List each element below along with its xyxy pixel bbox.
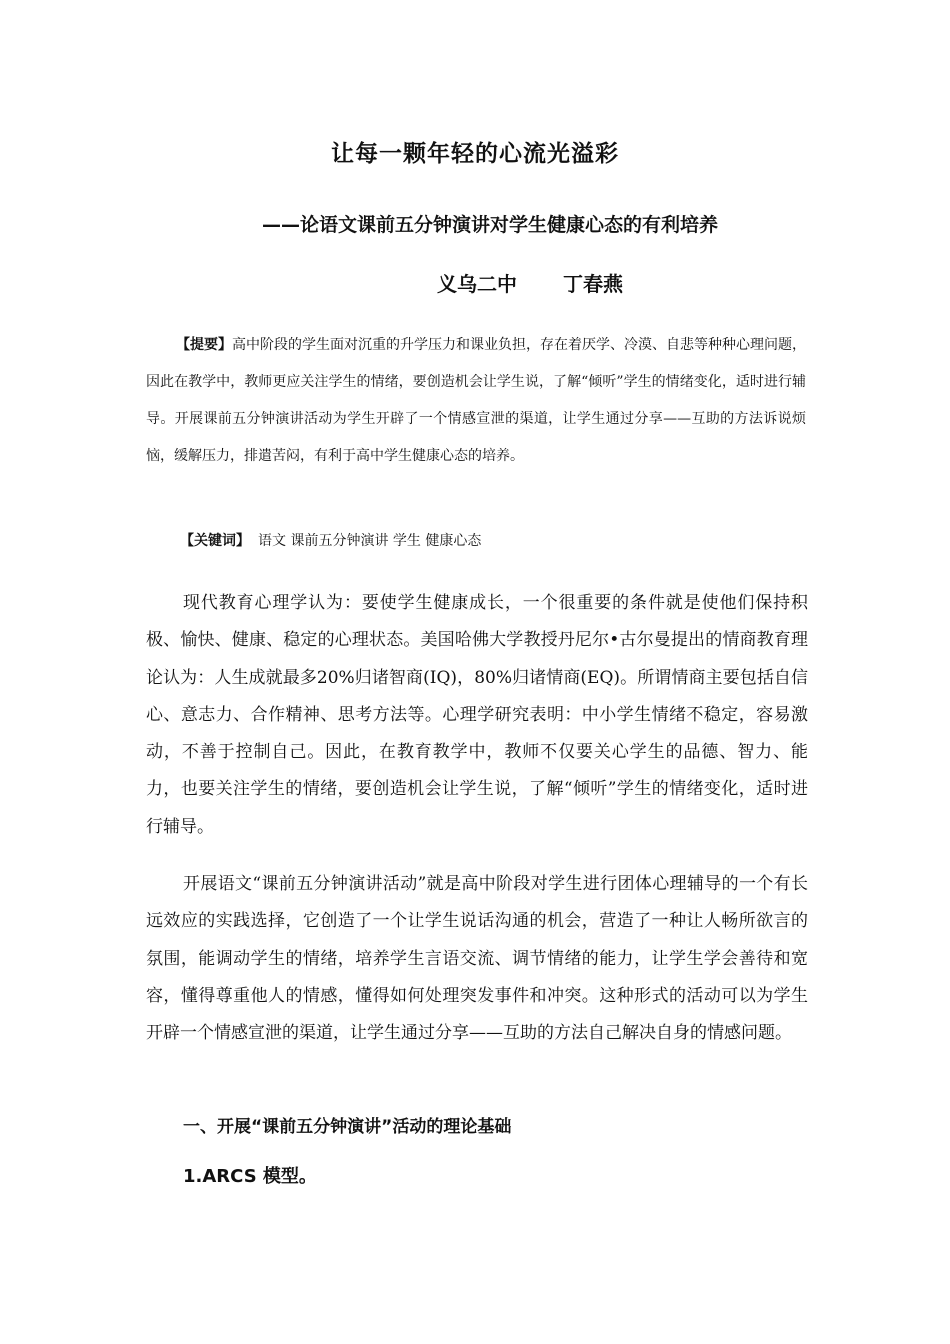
section-heading: 一、开展“课前五分钟演讲”活动的理论基础 [183, 1117, 512, 1137]
body-paragraph: 现代教育心理学认为：要使学生健康成长，一个很重要的条件就是使他们保持积极、愉快、健康、稳定的心理状态。美国哈佛大学教授丹尼尔•古尔曼提出的情商教育理论认为：人生成就最多20%归诸智商(IQ)，80%归诸情商(EQ)。所谓情商主要包括自信心、意志力、合作精神、思考方法等。心理学研究表明：中小学生情绪不稳定，容易激动，不善于控制自己。因此，在教育教学中，教师不仅要关心学生的品德、智力、能力，也要关注学生的情绪，要创造机会让学生说，了解“倾听”学生的情绪变化，适时进行辅导。 [146, 593, 808, 837]
document-title: 让每一颗年轻的心流光溢彩 [331, 141, 619, 167]
abstract-label: 【提要】 [176, 337, 232, 353]
author-line [437, 268, 623, 297]
abstract-text: 高中阶段的学生面对沉重的升学压力和课业负担，存在着厌学、冷漠、自悲等种种心理问题，因此在教学中，教师更应关注学生的情绪，要创造机会让学生说，了解“倾听”学生的情绪变化，适时进行辅导。开展课前五分钟演讲活动为学生开辟了一个情感宣泄的渠道，让学生通过分享——互助的方法诉说烦恼，缓解压力，排遣苦闷，有利于高中学生健康心态的培养。 [146, 337, 806, 464]
keywords-label: 【关键词】 [180, 533, 250, 549]
author-school: 义乌二中 [437, 272, 517, 296]
subsection-heading: 1.ARCS 模型。 [183, 1166, 317, 1187]
keywords-text: 语文 课前五分钟演讲 学生 健康心态 [258, 533, 482, 549]
author-name: 丁春燕 [563, 272, 623, 296]
document-subtitle: ——论语文课前五分钟演讲对学生健康心态的有利培养 [262, 214, 719, 236]
body-paragraph: 开展语文“课前五分钟演讲活动”就是高中阶段对学生进行团体心理辅导的一个有长远效应的实践选择，它创造了一个让学生说话沟通的机会，营造了一种让人畅所欲言的氛围，能调动学生的情绪，培养学生言语交流、调节情绪的能力，让学生学会善待和宽容，懂得尊重他人的情感，懂得如何处理突发事件和冲突。这种形式的活动可以为学生开辟一个情感宣泄的渠道，让学生通过分享——互助的方法自己解决自身的情感问题。 [146, 874, 808, 1044]
keywords [180, 530, 481, 550]
abstract [146, 327, 806, 475]
